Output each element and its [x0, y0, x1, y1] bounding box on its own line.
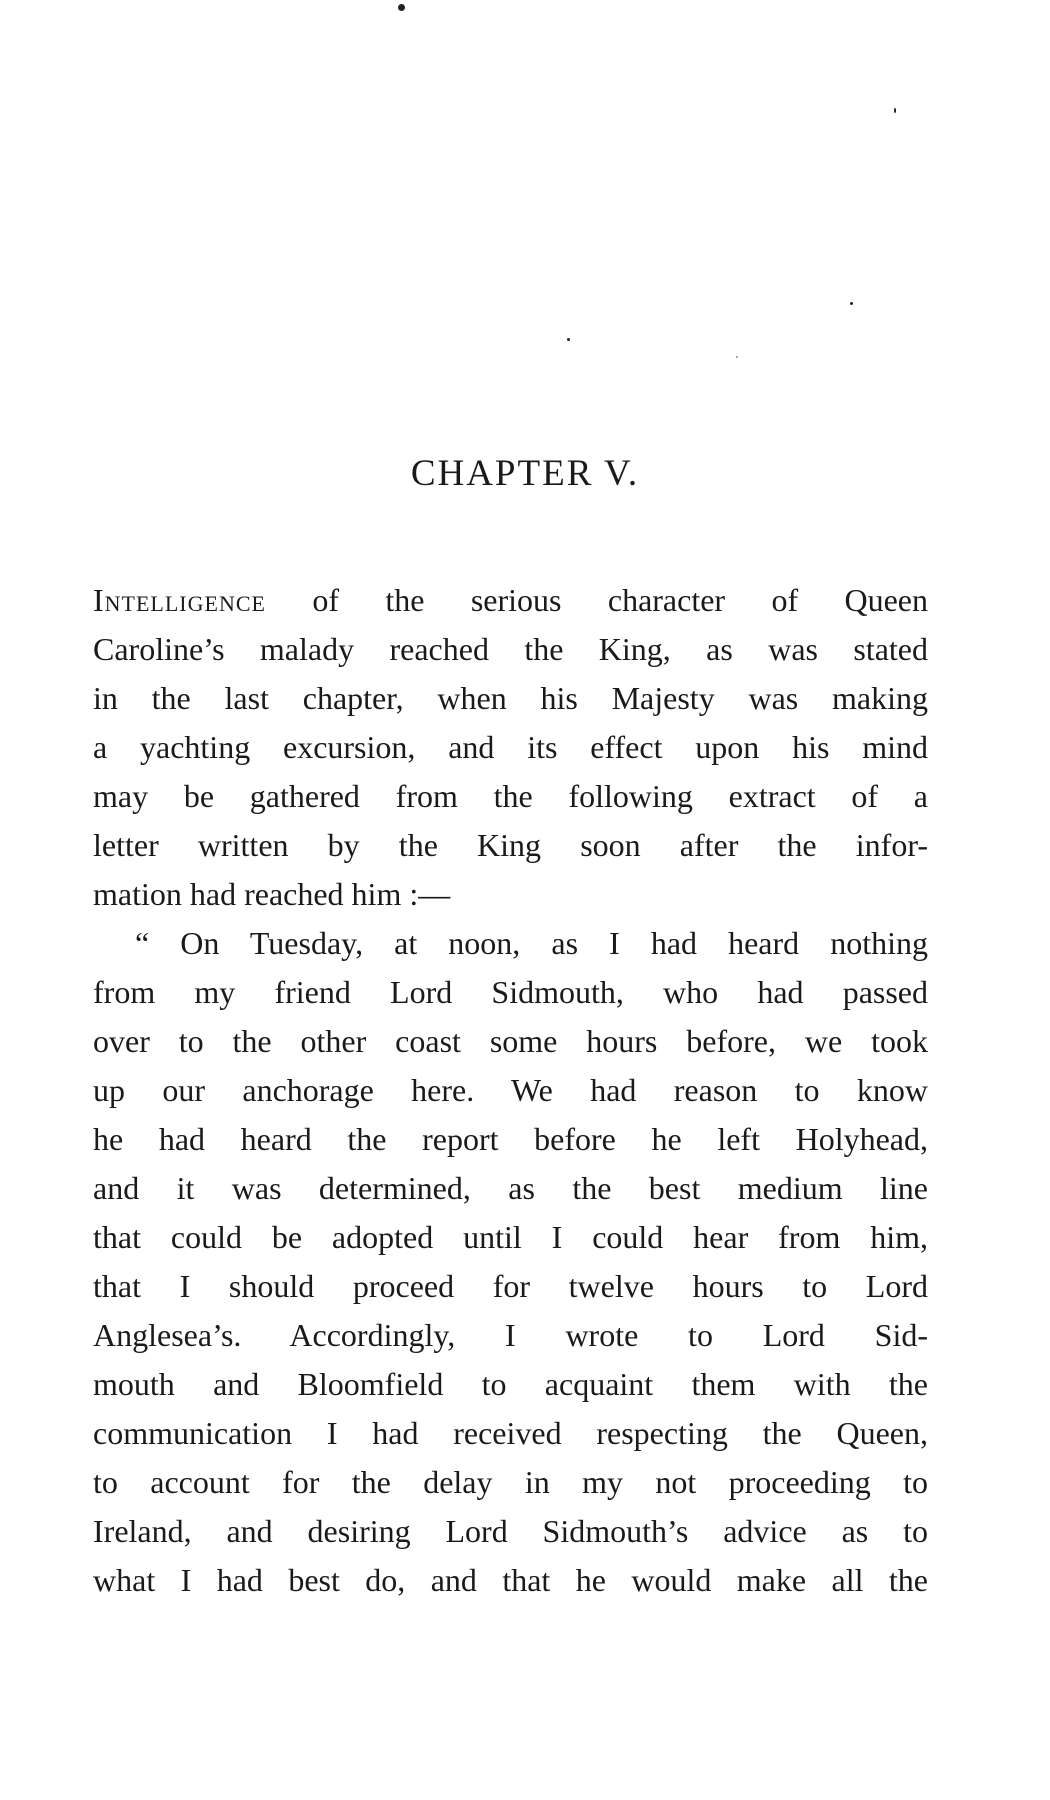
- text-line: from my friend Lord Sidmouth, who had passed: [93, 974, 928, 1010]
- text-line: in the last chapter, when his Majesty was making: [93, 680, 928, 716]
- text-line: may be gathered from the following extract of a: [93, 778, 928, 814]
- opening-word: Intelligence: [93, 582, 266, 618]
- text-line: and it was determined, as the best medium line: [93, 1170, 928, 1206]
- text-line: to account for the delay in my not proceeding to: [93, 1464, 928, 1500]
- text-line: up our anchorage here. We had reason to know: [93, 1072, 928, 1108]
- text-line: Anglesea’s. Accordingly, I wrote to Lord Sid-: [93, 1317, 928, 1353]
- line-text: of the serious character of Queen: [265, 582, 928, 618]
- print-speck: [398, 4, 405, 11]
- text-line: what I had best do, and that he would make all the: [93, 1562, 928, 1598]
- chapter-heading: CHAPTER V.: [410, 453, 640, 494]
- print-speck: [567, 338, 570, 341]
- print-speck: [736, 356, 738, 358]
- text-line: mation had reached him :—: [93, 876, 451, 912]
- text-line: over to the other coast some hours before, we took: [93, 1023, 928, 1059]
- text-line: he had heard the report before he left Holyhead,: [93, 1121, 928, 1157]
- text-line: letter written by the King soon after the infor-: [93, 827, 928, 863]
- text-line: Ireland, and desiring Lord Sidmouth’s advice as to: [93, 1513, 928, 1549]
- text-line: [93, 576, 928, 625]
- print-speck: [850, 302, 853, 305]
- text-line: Caroline’s malady reached the King, as was stated: [93, 631, 928, 667]
- text-line: mouth and Bloomfield to acquaint them with the: [93, 1366, 928, 1402]
- print-speck: [894, 108, 896, 113]
- text-line: that could be adopted until I could hear from him,: [93, 1219, 928, 1255]
- body-text: [93, 576, 928, 1605]
- text-line: communication I had received respecting the Queen,: [93, 1415, 928, 1451]
- text-line: that I should proceed for twelve hours to Lord: [93, 1268, 928, 1304]
- text-line: “ On Tuesday, at noon, as I had heard nothing: [135, 925, 928, 961]
- text-line: a yachting excursion, and its effect upon his mind: [93, 729, 928, 765]
